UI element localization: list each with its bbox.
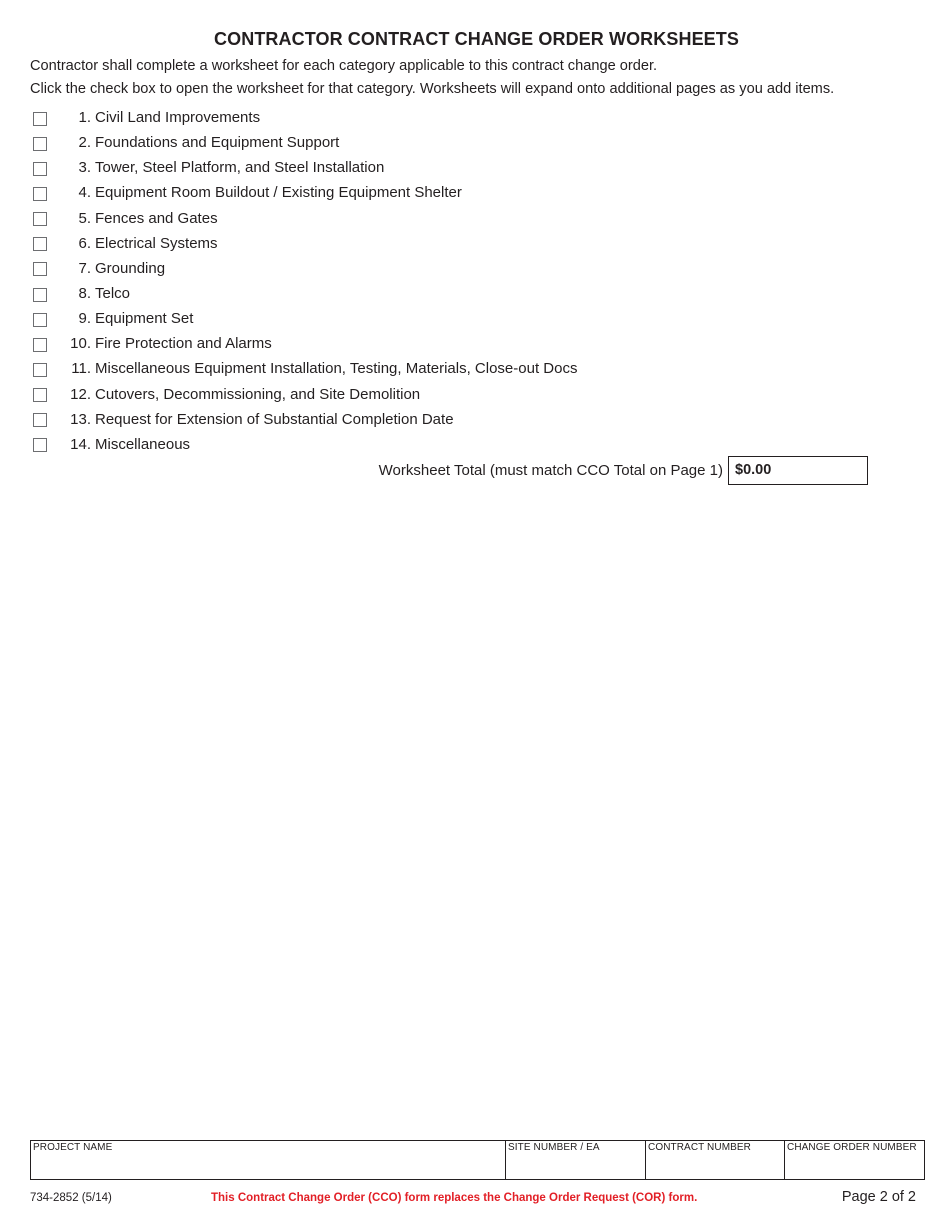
category-label: Miscellaneous Equipment Installation, Testing, Materials, Close-out Docs <box>95 360 578 378</box>
category-extension-request[interactable] <box>33 407 577 432</box>
category-fire-protection[interactable] <box>33 331 577 356</box>
change-order-number-input[interactable] <box>787 1155 922 1177</box>
category-label: Equipment Room Buildout / Existing Equipment Shelter <box>95 184 462 202</box>
page-title: CONTRACTOR CONTRACT CHANGE ORDER WORKSHEETS <box>214 29 739 49</box>
checkbox[interactable] <box>33 313 47 327</box>
form-number: 734-2852 (5/14) <box>30 1192 112 1204</box>
category-foundations[interactable] <box>33 130 577 155</box>
category-number: 5. <box>78 209 91 227</box>
category-number: 2. <box>78 134 91 152</box>
checkbox[interactable] <box>33 262 47 276</box>
checkbox[interactable] <box>33 187 47 201</box>
change-order-number-cell[interactable] <box>785 1141 924 1179</box>
category-telco[interactable] <box>33 281 577 306</box>
worksheet-total-field[interactable]: $0.00 <box>728 456 868 485</box>
category-fences-gates[interactable] <box>33 206 577 231</box>
site-number-cell[interactable] <box>506 1141 646 1179</box>
category-electrical[interactable] <box>33 231 577 256</box>
project-name-cell[interactable] <box>31 1141 506 1179</box>
category-label: Fences and Gates <box>95 209 218 227</box>
category-label: Fire Protection and Alarms <box>95 335 272 353</box>
checkbox[interactable] <box>33 438 47 452</box>
category-number: 13. <box>70 410 91 428</box>
contract-number-label: CONTRACT NUMBER <box>648 1142 751 1153</box>
checkbox[interactable] <box>33 112 47 126</box>
checkbox[interactable] <box>33 338 47 352</box>
checkbox[interactable] <box>33 212 47 226</box>
category-label: Telco <box>95 285 131 303</box>
category-number: 6. <box>78 234 91 252</box>
checkbox[interactable] <box>33 288 47 302</box>
category-civil-land-improvements[interactable] <box>33 105 577 130</box>
category-label: Electrical Systems <box>95 234 218 252</box>
category-number: 7. <box>78 259 91 277</box>
project-info-table <box>30 1140 925 1180</box>
category-number: 9. <box>78 310 91 328</box>
category-checklist <box>33 105 577 457</box>
category-number: 10. <box>70 335 91 353</box>
category-label: Request for Extension of Substantial Completion Date <box>95 410 454 428</box>
checkbox[interactable] <box>33 162 47 176</box>
category-number: 3. <box>78 159 91 177</box>
change-order-number-label: CHANGE ORDER NUMBER <box>787 1142 917 1153</box>
checkbox[interactable] <box>33 413 47 427</box>
category-label: Foundations and Equipment Support <box>95 134 340 152</box>
checkbox[interactable] <box>33 137 47 151</box>
page-number: Page 2 of 2 <box>841 1189 916 1205</box>
category-tower-steel[interactable] <box>33 155 577 180</box>
category-label: Tower, Steel Platform, and Steel Installation <box>95 159 385 177</box>
category-miscellaneous[interactable] <box>33 432 577 457</box>
category-equipment-set[interactable] <box>33 306 577 331</box>
category-number: 8. <box>78 285 91 303</box>
checkbox[interactable] <box>33 237 47 251</box>
category-number: 12. <box>70 385 91 403</box>
checkbox[interactable] <box>33 388 47 402</box>
category-cutovers[interactable] <box>33 382 577 407</box>
category-equipment-room[interactable] <box>33 180 577 205</box>
instruction-line-1: Contractor shall complete a worksheet for each category applicable to this contract change order. <box>30 58 658 74</box>
project-name-input[interactable] <box>33 1155 503 1177</box>
category-label: Civil Land Improvements <box>95 109 261 127</box>
category-number: 1. <box>78 109 91 127</box>
replacement-notice: This Contract Change Order (CCO) form replaces the Change Order Request (COR) form. <box>211 1192 698 1204</box>
worksheet-total-label: Worksheet Total (must match CCO Total on Page 1) <box>378 462 723 479</box>
category-number: 14. <box>70 435 91 453</box>
contract-number-input[interactable] <box>648 1155 782 1177</box>
category-misc-equipment-installation[interactable] <box>33 356 577 381</box>
site-number-label: SITE NUMBER / EA <box>508 1142 600 1153</box>
category-label: Cutovers, Decommissioning, and Site Demolition <box>95 385 421 403</box>
category-grounding[interactable] <box>33 256 577 281</box>
contract-number-cell[interactable] <box>646 1141 785 1179</box>
project-name-label: PROJECT NAME <box>33 1142 113 1153</box>
category-number: 4. <box>78 184 91 202</box>
instruction-line-2: Click the check box to open the worksheet for that category. Worksheets will expand onto additional pages as you add items. <box>30 81 835 97</box>
category-label: Grounding <box>95 259 166 277</box>
category-number: 11. <box>71 360 91 378</box>
checkbox[interactable] <box>33 363 47 377</box>
category-label: Miscellaneous <box>95 435 191 453</box>
site-number-input[interactable] <box>508 1155 643 1177</box>
worksheet-total-row <box>0 456 950 485</box>
category-label: Equipment Set <box>95 310 194 328</box>
